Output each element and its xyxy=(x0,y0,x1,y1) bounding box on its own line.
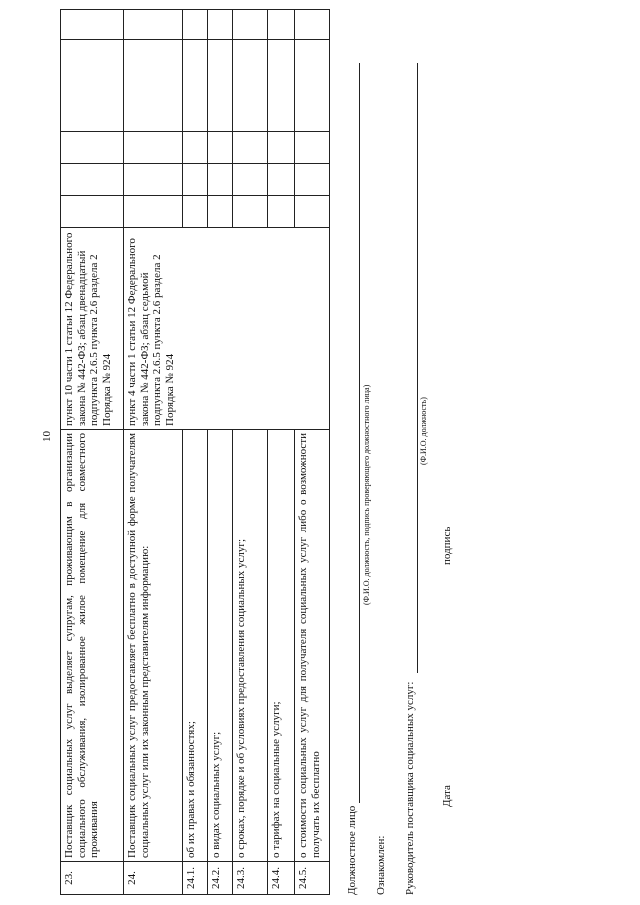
table-row xyxy=(61,10,124,895)
requirement-text: о стоимости социальных услуг для получателя социальных услуг либо о возможности получать их бесплатно xyxy=(295,430,330,862)
answer-na-cell xyxy=(268,132,295,164)
acquainted-label: Ознакомлен: xyxy=(375,835,387,895)
requirement-text: о видах социальных услуг; xyxy=(208,430,233,862)
note-cell xyxy=(268,40,295,132)
note-cell xyxy=(124,40,183,132)
answer-no-cell xyxy=(295,164,330,196)
answer-no-cell xyxy=(268,164,295,196)
answer-yes-cell xyxy=(61,196,124,228)
row-number: 24.3. xyxy=(233,862,268,895)
official-label: Должностное лицо xyxy=(346,805,358,895)
table-row xyxy=(268,10,295,895)
requirement-text: о тарифах на социальные услуги; xyxy=(268,430,295,862)
row-number: 24.4. xyxy=(268,862,295,895)
answer-na-cell xyxy=(295,132,330,164)
answer-na-cell xyxy=(124,132,183,164)
date-label: Дата xyxy=(441,785,453,807)
requirement-text: Поставщик социальных услуг предоставляет бесплатно в доступной форме получателям социальных услуг или их законным представителям информацию: xyxy=(124,430,183,862)
table-row xyxy=(183,10,208,895)
answer-no-cell xyxy=(183,164,208,196)
extra-cell xyxy=(295,10,330,40)
head-label: Руководитель поставщика социальных услуг: xyxy=(404,681,416,895)
table-row xyxy=(124,10,183,895)
note-cell xyxy=(295,40,330,132)
signature-caption: подпись xyxy=(441,526,453,565)
answer-yes-cell xyxy=(233,196,268,228)
table-row xyxy=(295,10,330,895)
note-cell xyxy=(61,40,124,132)
checklist-table xyxy=(60,9,330,895)
page-number: 10 xyxy=(41,431,53,442)
note-cell xyxy=(233,40,268,132)
row-number: 24.1. xyxy=(183,862,208,895)
extra-cell xyxy=(183,10,208,40)
answer-na-cell xyxy=(233,132,268,164)
note-cell xyxy=(183,40,208,132)
note-cell xyxy=(208,40,233,132)
head-signature-line xyxy=(417,63,418,673)
extra-cell xyxy=(233,10,268,40)
head-caption: (Ф.И.О. должность) xyxy=(419,397,428,465)
row-number: 23. xyxy=(61,862,124,895)
extra-cell xyxy=(61,10,124,40)
legal-basis: пункт 10 части 1 статьи 12 Федерального закона № 442-ФЗ; абзац двенадцатый подпункта 2.6.5 пункта 2.6 раздела 2 Порядка № 924 xyxy=(61,228,124,430)
answer-na-cell xyxy=(183,132,208,164)
answer-no-cell xyxy=(208,164,233,196)
answer-no-cell xyxy=(61,164,124,196)
extra-cell xyxy=(124,10,183,40)
answer-yes-cell xyxy=(208,196,233,228)
row-number: 24. xyxy=(124,862,183,895)
answer-no-cell xyxy=(124,164,183,196)
extra-cell xyxy=(208,10,233,40)
answer-na-cell xyxy=(61,132,124,164)
answer-yes-cell xyxy=(295,196,330,228)
answer-yes-cell xyxy=(124,196,183,228)
legal-basis: пункт 4 части 1 статьи 12 Федерального закона № 442-ФЗ; абзац седьмой подпункта 2.6.5 пункта 2.6 раздела 2 Порядка № 924 xyxy=(124,228,330,430)
requirement-text: об их правах и обязанностях; xyxy=(183,430,208,862)
row-number: 24.5. xyxy=(295,862,330,895)
requirement-text: Поставщик социальных услуг выделяет супругам, проживающим в организации социального обслуживания, изолированное жилое помещение для совместного проживания xyxy=(61,430,124,862)
table-row xyxy=(233,10,268,895)
table-row xyxy=(208,10,233,895)
row-number: 24.2. xyxy=(208,862,233,895)
answer-no-cell xyxy=(233,164,268,196)
official-signature-line xyxy=(359,63,360,803)
answer-yes-cell xyxy=(183,196,208,228)
extra-cell xyxy=(268,10,295,40)
answer-yes-cell xyxy=(268,196,295,228)
requirement-text: о сроках, порядке и об условиях предоставления социальных услуг; xyxy=(233,430,268,862)
official-caption: (Ф.И.О. должность, подпись проверяющего должностного лица) xyxy=(362,384,371,605)
rotated-document-sheet xyxy=(60,35,453,895)
answer-na-cell xyxy=(208,132,233,164)
